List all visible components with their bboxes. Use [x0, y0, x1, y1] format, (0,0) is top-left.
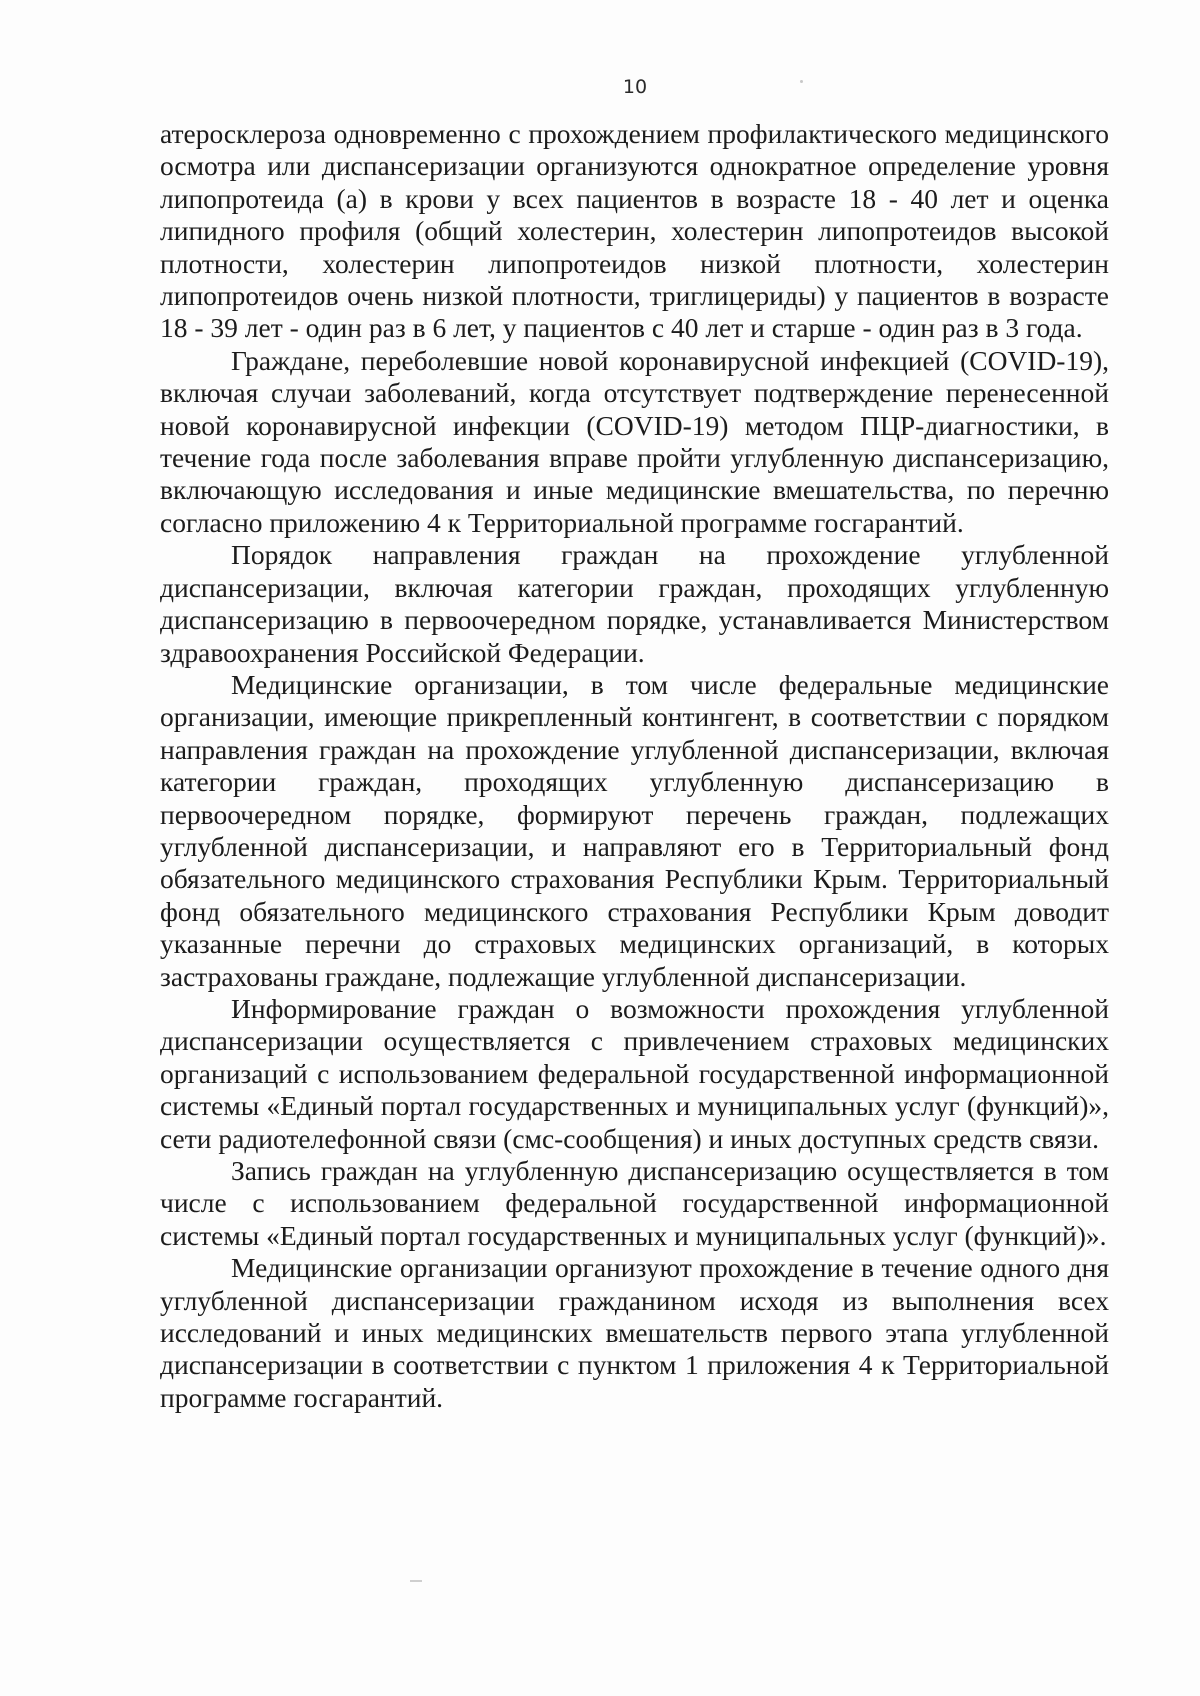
paragraph-6: Запись граждан на углубленную диспансеризацию осуществляется в том числе с использованием федеральной государственной информационной системы «Единый портал государственных и муниципальных услуг (функций)». — [160, 1155, 1109, 1251]
paragraph-3: Порядок направления граждан на прохождение углубленной диспансеризации, включая категории граждан, проходящих углубленную диспансеризацию в первоочередном порядке, устанавливается Министерством здравоохранения Российской Федерации. — [160, 539, 1109, 668]
paragraph-4: Медицинские организации, в том числе федеральные медицинские организации, имеющие прикрепленный контингент, в соответствии с порядком направления граждан на прохождение углубленной диспансеризации, включая категории граждан, проходящих углубленную диспансеризацию в первоочередном порядке, формируют перечень граждан, подлежащих углубленной диспансеризации, и направляют его в Территориальный фонд обязательного медицинского страхования Республики Крым. Территориальный фонд обязательного медицинского страхования Республики Крым доводит указанные перечни до страховых медицинских организаций, в которых застрахованы граждане, подлежащие углубленной диспансеризации. — [160, 668, 1109, 992]
scan-artifact — [1070, 28, 1140, 72]
paragraph-7: Медицинские организации организуют прохождение в течение одного дня углубленной диспансеризации гражданином исходя из выполнения всех исследований и иных медицинских вмешательств первого этапа углубленной диспансеризации в соответствии с пунктом 1 приложения 4 к Территориальной программе госгарантий. — [160, 1252, 1109, 1413]
document-body — [160, 118, 1109, 1414]
paragraph-1: атеросклероза одновременно с прохождением профилактического медицинского осмотра или диспансеризации организуются однократное определение уровня липопротеида (а) в крови у всех пациентов в возрасте 18 - 40 лет и оценка липидного профиля (общий холестерин, холестерин липопротеидов высокой плотности, холестерин липопротеидов низкой плотности, холестерин липопротеидов очень низкой плотности, триглицериды) у пациентов в возрасте 18 - 39 лет - один раз в 6 лет, у пациентов с 40 лет и старше - один раз в 3 года. — [160, 118, 1109, 344]
paragraph-5: Информирование граждан о возможности прохождения углубленной диспансеризации осуществляется с привлечением страховых медицинских организаций с использованием федеральной государственной информационной системы «Единый портал государственных и муниципальных услуг (функций)», сети радиотелефонной связи (смс-сообщения) и иных доступных средств связи. — [160, 992, 1109, 1154]
paragraph-2: Граждане, переболевшие новой коронавирусной инфекцией (COVID-19), включая случаи заболеваний, когда отсутствует подтверждение перенесенной новой коронавирусной инфекции (COVID-19) методом ПЦР-диагностики, в течение года после заболевания вправе пройти углубленную диспансеризацию, включающую исследования и иные медицинские вмешательства, по перечню согласно приложению 4 к Территориальной программе госгарантий. — [160, 344, 1109, 538]
page-number: 10 — [622, 76, 648, 98]
scan-underline-artifact — [410, 1580, 422, 1582]
